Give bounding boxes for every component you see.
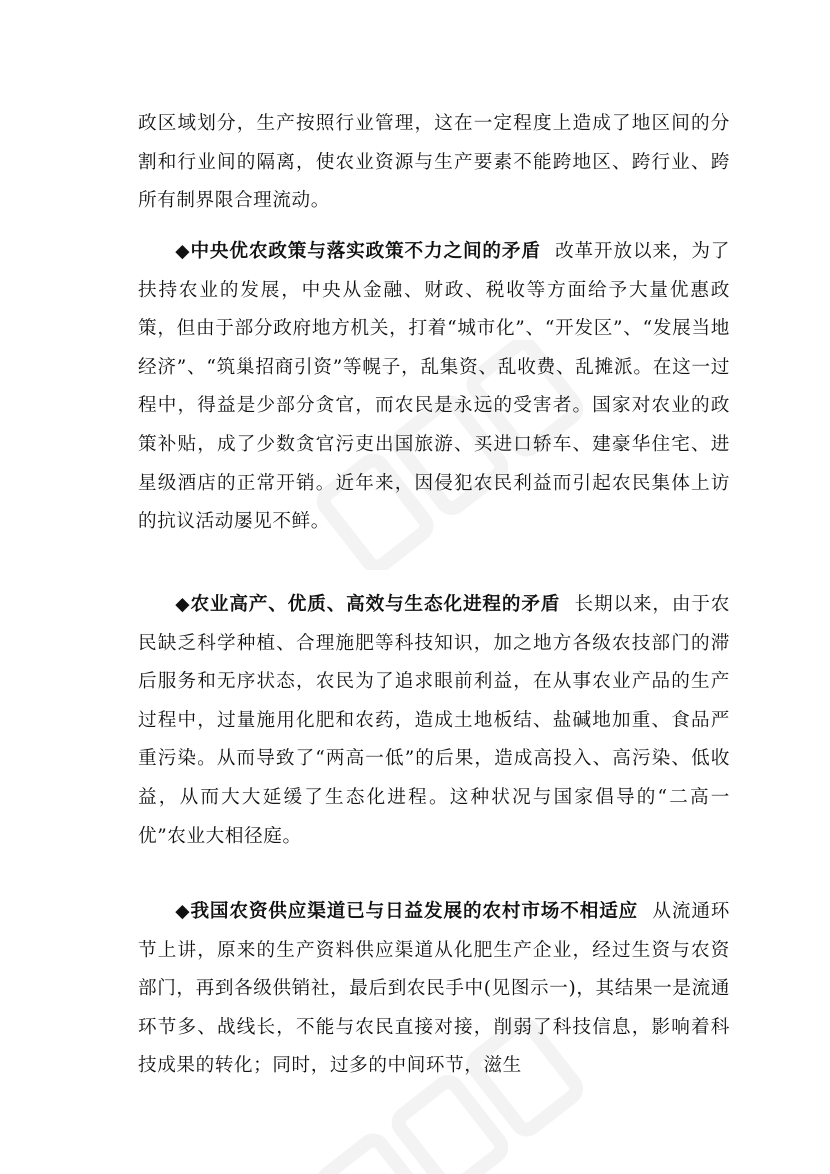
paragraph-ecology-contradiction	[138, 586, 730, 856]
paragraph-heading: ◆农业高产、优质、高效与生态化进程的矛盾	[175, 594, 561, 615]
paragraph-supply-channel	[138, 893, 730, 1086]
paragraph-body: 政区域划分，生产按照行业管理，这在一定程度上造成了地区间的分割和行业间的隔离，使农业资源与生产要素不能跨地区、跨行业、跨所有制界限合理流动。	[138, 113, 730, 212]
paragraph-body: 从流通环节上讲，原来的生产资料供应渠道从化肥生产企业，经过生资与农资部门，再到各级供销社，最后到农民手中(见图示一)，其结果一是流通环节多、战线长，不能与农民直接对接，削弱了科技信息，影响着科技成果的转化；同时，过多的中间环节，滋生	[138, 901, 730, 1077]
paragraph-body: 改革开放以来，为了扶持农业的发展，中央从金融、财政、税收等方面给予大量优惠政策，但由于部分政府地方机关，打着“城市化”、“开发区”、“发展当地经济”、“筑巢招商引资”等幌子，乱集资、乱收费、乱摊派。在这一过程中，得益是少部分贪官，而农民是永远的受害者。国家对农业的政策补贴，成了少数贪官污吏出国旅游、买进口轿车、建豪华住宅、进星级酒店的正常开销。近年来，因侵犯农民利益而引起农民集体上访的抗议活动屡见不鲜。	[138, 241, 730, 533]
paragraph-heading: ◆中央优农政策与落实政策不力之间的矛盾	[175, 241, 541, 262]
paragraph-heading: ◆我国农资供应渠道已与日益发展的农村市场不相适应	[175, 901, 639, 922]
paragraph-policy-contradiction	[138, 233, 730, 542]
paragraph-continuation	[138, 105, 730, 221]
paragraph-body: 长期以来，由于农民缺乏科学种植、合理施肥等科技知识，加之地方各级农技部门的滞后服务和无序状态，农民为了追求眼前利益，在从事农业产品的生产过程中，过量施用化肥和农药，造成土地板结、盐碱地加重、食品严重污染。从而导致了“两高一低”的后果，造成高投入、高污染、低收益，从而大大延缓了生态化进程。这种状况与国家倡导的“二高一优”农业大相径庭。	[138, 594, 730, 847]
